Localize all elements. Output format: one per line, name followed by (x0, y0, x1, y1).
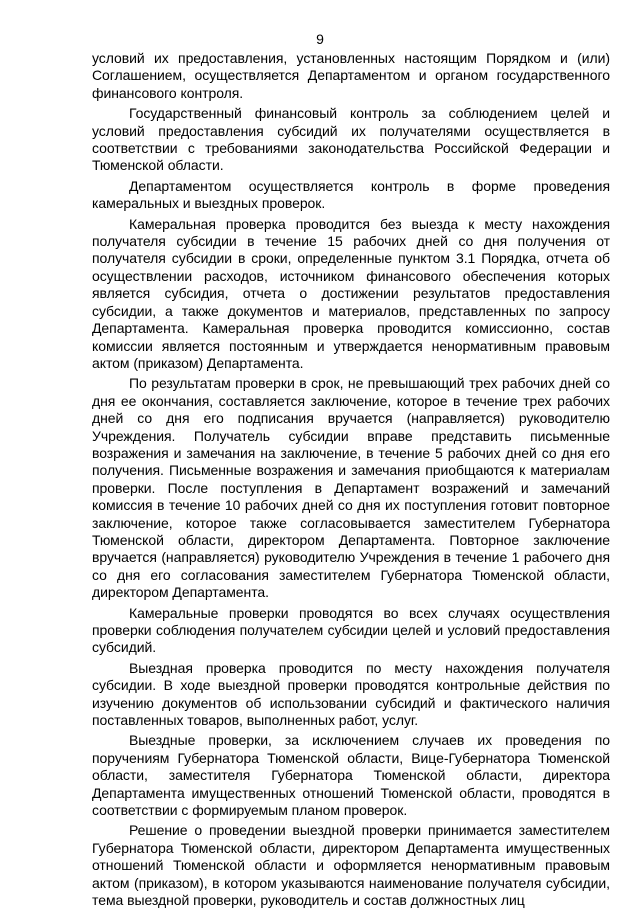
page-number: 9 (316, 31, 324, 47)
paragraph: Камеральная проверка проводится без выезда к месту нахождения получателя субсидии в течение 15 рабочих дней со дня получения от получателя субсидии в сроки, определенные пунктом 3.1 Порядка, отчета об осуществлении расходов, источником финансового обеспечения которых является субсидия, отчета о достижении результатов предоставления субсидии, а также документов и материалов, представленных по запросу Департамента. Камеральная проверка проводится комиссионно, состав комиссии является постоянным и утверждается ненормативным правовым актом (приказом) Департамента. (92, 215, 610, 371)
document-body (92, 50, 610, 910)
paragraph: Выездная проверка проводится по месту нахождения получателя субсидии. В ходе выездной проверки проводятся контрольные действия по изучению документов об использовании субсидий и фактического наличия поставленных товаров, выполненных работ, услуг. (92, 659, 610, 729)
paragraph: Государственный финансовый контроль за соблюдением целей и условий предоставления субсидий их получателями осуществляется в соответствии с требованиями законодательства Российской Федерации и Тюменской области. (92, 105, 610, 174)
paragraph: Решение о проведении выездной проверки принимается заместителем Губернатора Тюменской области, директором Департамента имущественных отношений Тюменской области и оформляется ненормативным правовым актом (приказом), в котором указываются наименование получателя субсидии, тема выездной проверки, руководитель и состав должностных лиц (92, 822, 610, 909)
paragraph: Выездные проверки, за исключением случаев их проведения по поручениям Губернатора Тюменской области, Вице-Губернатора Тюменской области, заместителя Губернатора Тюменской области, директора Департамента имущественных отношений Тюменской области, проводятся в соответствии с формируемым планом проверок. (92, 732, 610, 819)
paragraph: условий их предоставления, установленных настоящим Порядком и (или) Соглашением, осуществляется Департаментом и органом государственного финансового контроля. (92, 50, 610, 101)
paragraph: Камеральные проверки проводятся во всех случаях осуществления проверки соблюдения получателем субсидии целей и условий предоставления субсидий. (92, 604, 610, 656)
paragraph: По результатам проверки в срок, не превышающий трех рабочих дней со дня ее окончания, составляется заключение, которое в течение трех рабочих дней со дня его подписания вручается (направляется) руководителю Учреждения. Получатель субсидии вправе представить письменные возражения и замечания на заключение, в течение 5 рабочих дней со дня его получения. Письменные возражения и замечания приобщаются к материалам проверки. После поступления в Департамент возражений и замечаний комиссия в течение 10 рабочих дней со дня их поступления готовит повторное заключение, которое также согласовывается заместителем Губернатора Тюменской области, директором Департамента. Повторное заключение вручается (направляется) руководителю Учреждения в течение 1 рабочего дня со дня его согласования заместителем Губернатора Тюменской области, директором Департамента. (92, 375, 610, 601)
paragraph: Департаментом осуществляется контроль в форме проведения камеральных и выездных проверок. (92, 177, 610, 212)
